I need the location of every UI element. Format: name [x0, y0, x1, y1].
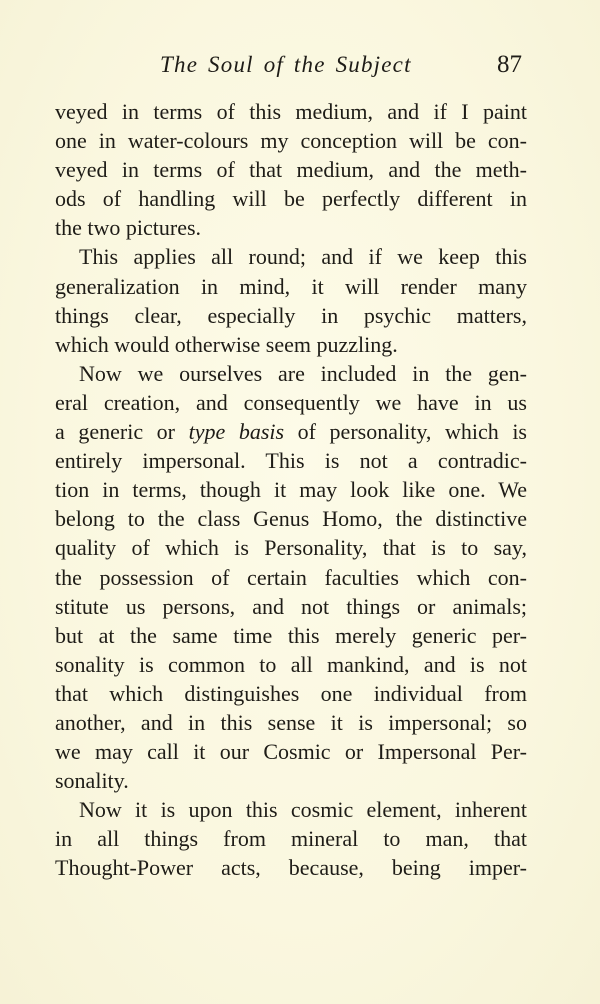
text-line: the possession of certain faculties which con-: [55, 564, 527, 590]
text-line: which would otherwise seem puzzling.: [55, 331, 398, 357]
text-line-with-emphasis: [55, 417, 527, 446]
page-number: 87: [497, 51, 522, 78]
text-line: things clear, especially in psychic matters,: [55, 302, 527, 328]
line-segment: a generic or: [55, 419, 189, 445]
text-line: eral creation, and consequently we have in us: [55, 389, 527, 415]
text-line: the two pictures.: [55, 215, 202, 241]
text-line: sonality is common to all mankind, and is not: [55, 651, 527, 677]
text-line: tion in terms, though it may look like one. We: [55, 477, 527, 503]
text-line: This applies all round; and if we keep this: [79, 244, 527, 270]
body-text: [55, 97, 527, 883]
line-segment: of personality, which is: [284, 419, 527, 445]
text-line: veyed in terms of this medium, and if I paint: [55, 99, 527, 124]
text-line: that which distinguishes one individual from: [55, 680, 527, 706]
emphasized-phrase: type basis: [188, 419, 285, 445]
text-line: in all things from mineral to man, that: [55, 826, 527, 852]
text-line: sonality.: [55, 768, 129, 794]
running-head: [0, 48, 600, 82]
text-line: entirely impersonal. This is not a contradic-: [55, 448, 527, 474]
text-line: veyed in terms of that medium, and the meth-: [55, 157, 527, 183]
text-line: belong to the class Genus Homo, the distinctive: [55, 506, 527, 532]
text-line: another, and in this sense it is impersonal; so: [55, 709, 527, 735]
text-line: quality of which is Personality, that is to say,: [55, 535, 527, 561]
text-line: ods of handling will be perfectly different in: [55, 186, 527, 212]
text-line: generalization in mind, it will render many: [55, 273, 527, 299]
text-line: Now we ourselves are included in the gen-: [79, 360, 527, 386]
text-line: but at the same time this merely generic per-: [55, 622, 527, 648]
running-title: The Soul of the Subject: [160, 52, 412, 77]
text-line: Thought-Power acts, because, being imper-: [55, 855, 527, 881]
text-line: stitute us persons, and not things or animals;: [55, 593, 527, 619]
text-line: Now it is upon this cosmic element, inherent: [79, 797, 527, 823]
text-line: one in water-colours my conception will be con-: [55, 128, 527, 154]
text-line: we may call it our Cosmic or Impersonal Per-: [55, 739, 527, 765]
